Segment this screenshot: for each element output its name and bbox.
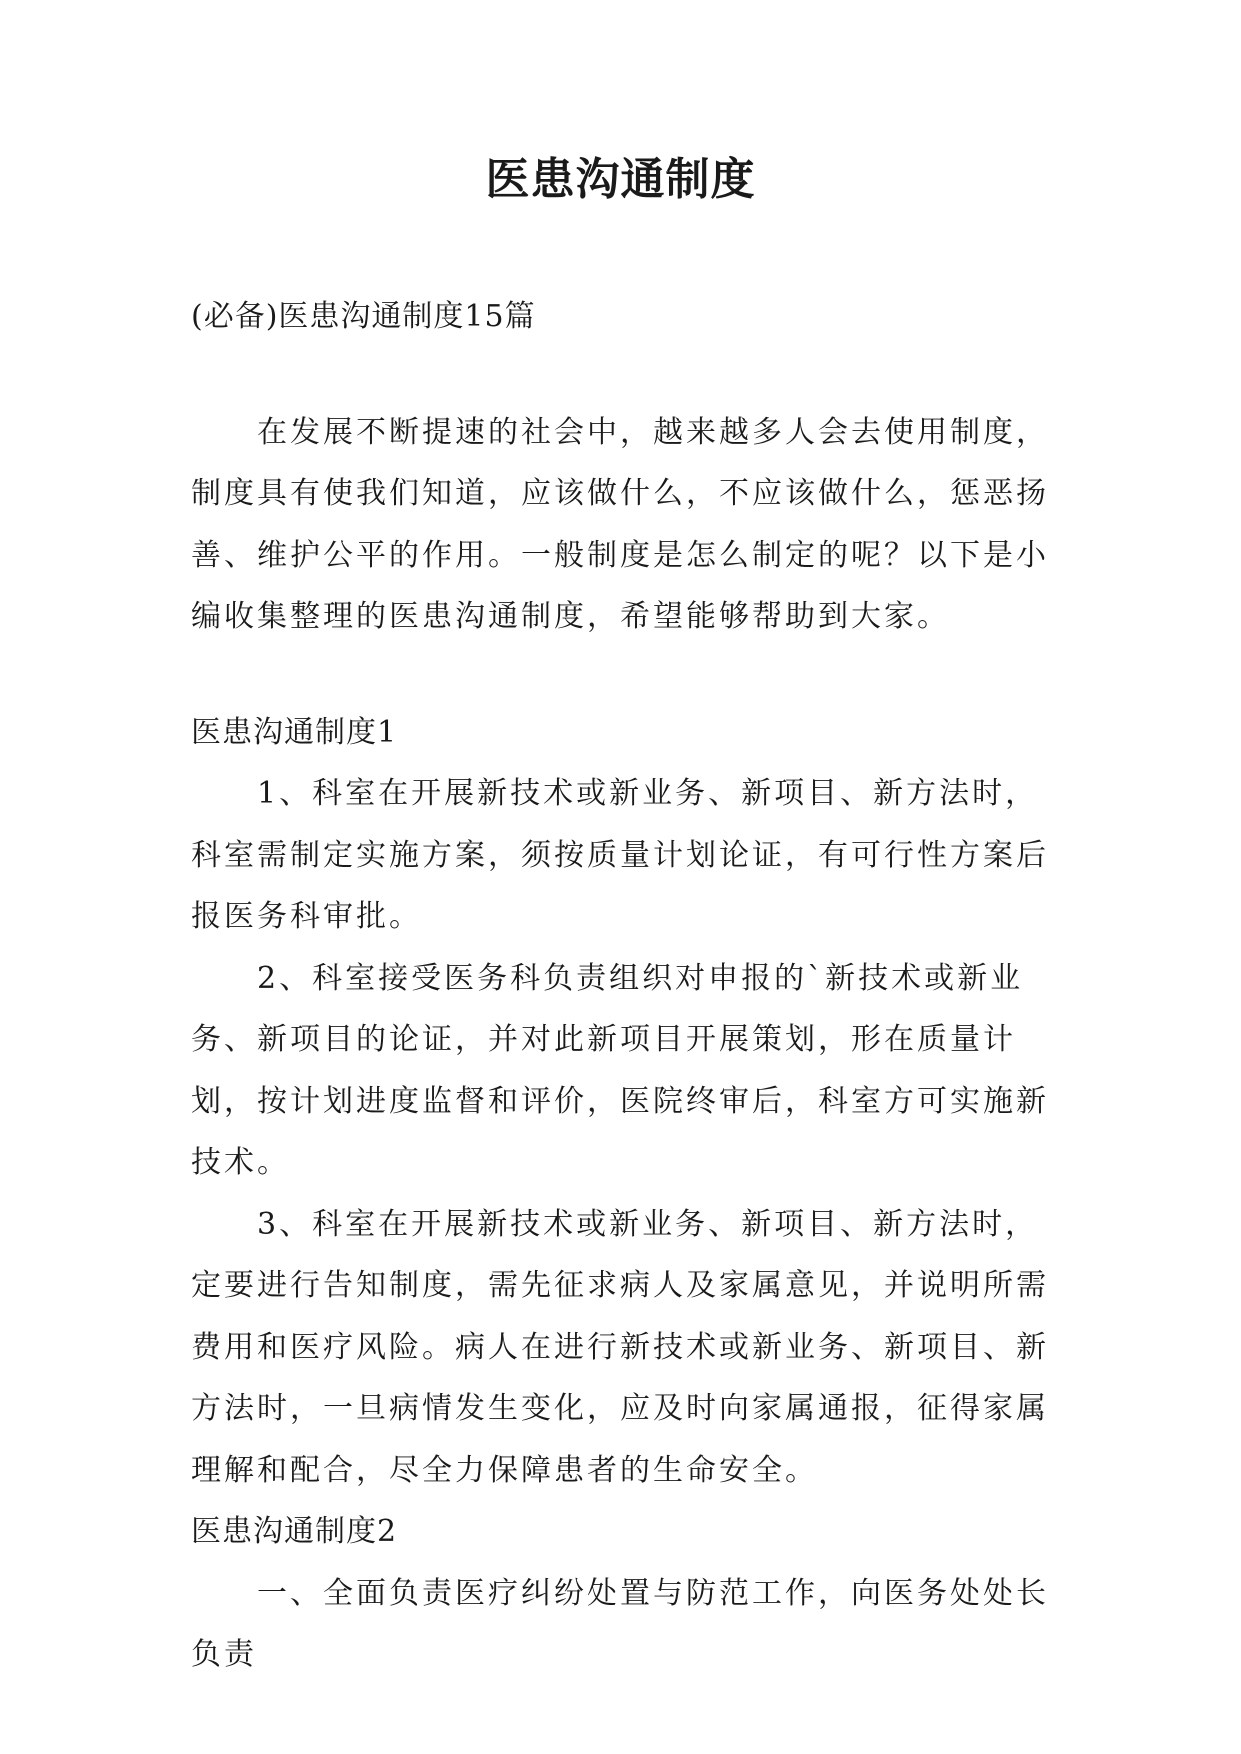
section2-paragraph-1: 一、全面负责医疗纠纷处置与防范工作，向医务处处长负责 — [191, 1575, 1049, 1672]
spacer — [191, 348, 1061, 402]
section-heading-1: 医患沟通制度1 — [191, 714, 398, 750]
intro-paragraph: 在发展不断提速的社会中，越来越多人会去使用制度，制度具有使我们知道，应该做什么，不应该做什么，惩恶扬善、维护公平的作用。一般制度是怎么制定的呢？以下是小编收集整理的医患沟通制度，希望能够帮助到大家。 — [191, 414, 1049, 634]
section1-paragraph-1: 1、科室在开展新技术或新业务、新项目、新方法时，科室需制定实施方案，须按质量计划论证，有可行性方案后报医务科审批。 — [191, 776, 1049, 934]
spacer — [191, 648, 1061, 702]
document-body — [191, 286, 1061, 1686]
document-title: 医患沟通制度 — [485, 154, 756, 205]
section-heading-2: 医患沟通制度2 — [191, 1514, 398, 1549]
document-subtitle: (必备)医患沟通制度15篇 — [191, 299, 536, 334]
section1-paragraph-2: 2、科室接受医务科负责组织对申报的`新技术或新业务、新项目的论证，并对此新项目开展策划，形在质量计划，按计划进度监督和评价，医院终审后，科室方可实施新技术。 — [191, 960, 1049, 1180]
section1-paragraph-3: 3、科室在开展新技术或新业务、新项目、新方法时，定要进行告知制度，需先征求病人及家属意见，并说明所需费用和医疗风险。病人在进行新技术或新业务、新项目、新方法时，一旦病情发生变化，应及时向家属通报，征得家属理解和配合，尽全力保障患者的生命安全。 — [191, 1206, 1049, 1488]
